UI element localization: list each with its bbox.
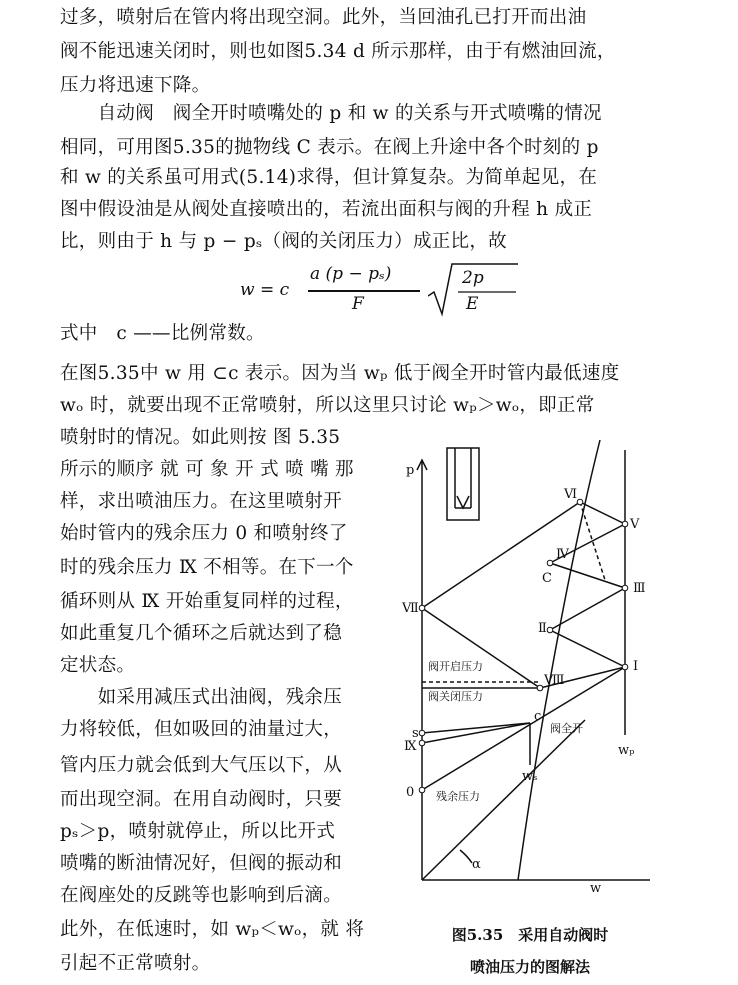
text-line: 阀不能迅速关闭时，则也如图5.34 d 所示那样，由于有燃油回流， [60, 41, 616, 62]
text-line: wₒ 时，就要出现不正常喷射，所以这里只讨论 wₚ＞wₒ，即正常 [60, 395, 595, 416]
roman-2: Ⅱ [538, 621, 547, 636]
text-line: 喷嘴的断油情况好，但阀的振动和 [60, 853, 343, 874]
roman-3: Ⅲ [633, 581, 646, 596]
roman-7: Ⅶ [402, 601, 419, 616]
text-line: pₛ＞p，喷射就停止，所以比开式 [60, 821, 336, 842]
text-line: 自动阀 阀全开时喷嘴处的 p 和 w 的关系与开式喷嘴的情况 [60, 103, 602, 124]
text-line: 所示的顺序 就 可 象 开 式 喷 嘴 那 [60, 459, 354, 480]
origin-label: 0 [406, 785, 415, 800]
text-line: 相同，可用图5.35的抛物线 C 表示。在阀上升途中各个时刻的 p [60, 137, 599, 158]
axis-w-label: w [590, 881, 602, 896]
ws-label: wₛ [522, 769, 538, 784]
text-line: 而出现空洞。在用自动阀时，只要 [60, 789, 343, 810]
text-line: 循环则从 Ⅸ 开始重复同样的过程， [60, 591, 354, 612]
text-line: 过多，喷射后在管内将出现空洞。此外，当回油孔已打开而出油 [60, 7, 587, 28]
text-line: 始时管内的残余压力 0 和喷射终了 [60, 523, 348, 544]
figure-caption-line2: 喷油压力的图解法 [469, 958, 590, 976]
axis-wp-label: wₚ [618, 743, 635, 758]
formula [240, 260, 540, 320]
root-denominator: E [466, 294, 479, 314]
alpha-label: α [472, 857, 481, 872]
text-line: 图中假设油是从阀处直接喷出的，若流出面积与阀的升程 h 成正 [60, 199, 593, 220]
point-s-label: s [412, 726, 419, 741]
formula-denominator: F [352, 294, 364, 314]
text-line: 压力将迅速下降。 [60, 75, 211, 96]
text-line: 和 w 的关系虽可用式(5.14)求得，但计算复杂。为简单起见，在 [60, 167, 598, 188]
valve-open-label: 阀开启压力 [428, 660, 483, 673]
roman-5: Ⅴ [630, 517, 640, 532]
text-line: 在阀座处的反跳等也影响到后滴。 [60, 885, 343, 906]
residual-label: 残余压力 [436, 790, 480, 803]
text-line: 如此重复几个循环之后就达到了稳 [60, 623, 343, 644]
root-numerator: 2p [462, 268, 484, 288]
formula-lhs: w = c [240, 280, 290, 300]
text-line: 如采用减压式出油阀，残余压 [60, 687, 343, 708]
valve-close-label: 阀关闭压力 [428, 690, 483, 703]
text-line: 比，则由于 h 与 p − pₛ（阀的关闭压力）成正比，故 [60, 231, 507, 252]
roman-4: Ⅳ [556, 547, 569, 562]
text-line: 管内压力就会低到大气压以下，从 [60, 755, 343, 776]
roman-1: Ⅰ [633, 659, 639, 674]
graphical-method-diagram [400, 430, 730, 900]
text-line: 时的残余压力 Ⅸ 不相等。在下一个 [60, 557, 354, 578]
text-line: 引起不正常喷射。 [60, 953, 211, 974]
point-c-label: c [534, 709, 542, 724]
formula-numerator: a (p − pₛ) [310, 264, 392, 284]
figure-5-35 [400, 430, 730, 900]
text-line: 定状态。 [60, 655, 136, 676]
axis-p-label: p [406, 463, 415, 478]
text-line: 此外，在低速时，如 wₚ＜wₒ，就 将 [60, 919, 365, 940]
roman-9: Ⅸ [404, 739, 417, 754]
valve-full-label: 阀全开 [550, 722, 583, 735]
text-line: 喷射时的情况。如此则按 图 5.35 [60, 427, 341, 448]
curve-c-label: C [542, 571, 552, 586]
text-line: 力将较低，但如吸回的油量过大， [60, 719, 343, 740]
text-line: 在图5.35中 w 用 ⊂c 表示。因为当 wₚ 低于阀全开时管内最低速度 [60, 363, 620, 384]
text-line: 样，求出喷油压力。在这里喷射开 [60, 491, 343, 512]
figure-caption-line1: 图5.35 采用自动阀时 [451, 926, 609, 944]
text-line: 式中 c ——比例常数。 [60, 323, 265, 344]
roman-8: Ⅷ [544, 673, 565, 688]
fraction-bar [308, 290, 420, 292]
roman-6: Ⅵ [564, 487, 578, 502]
